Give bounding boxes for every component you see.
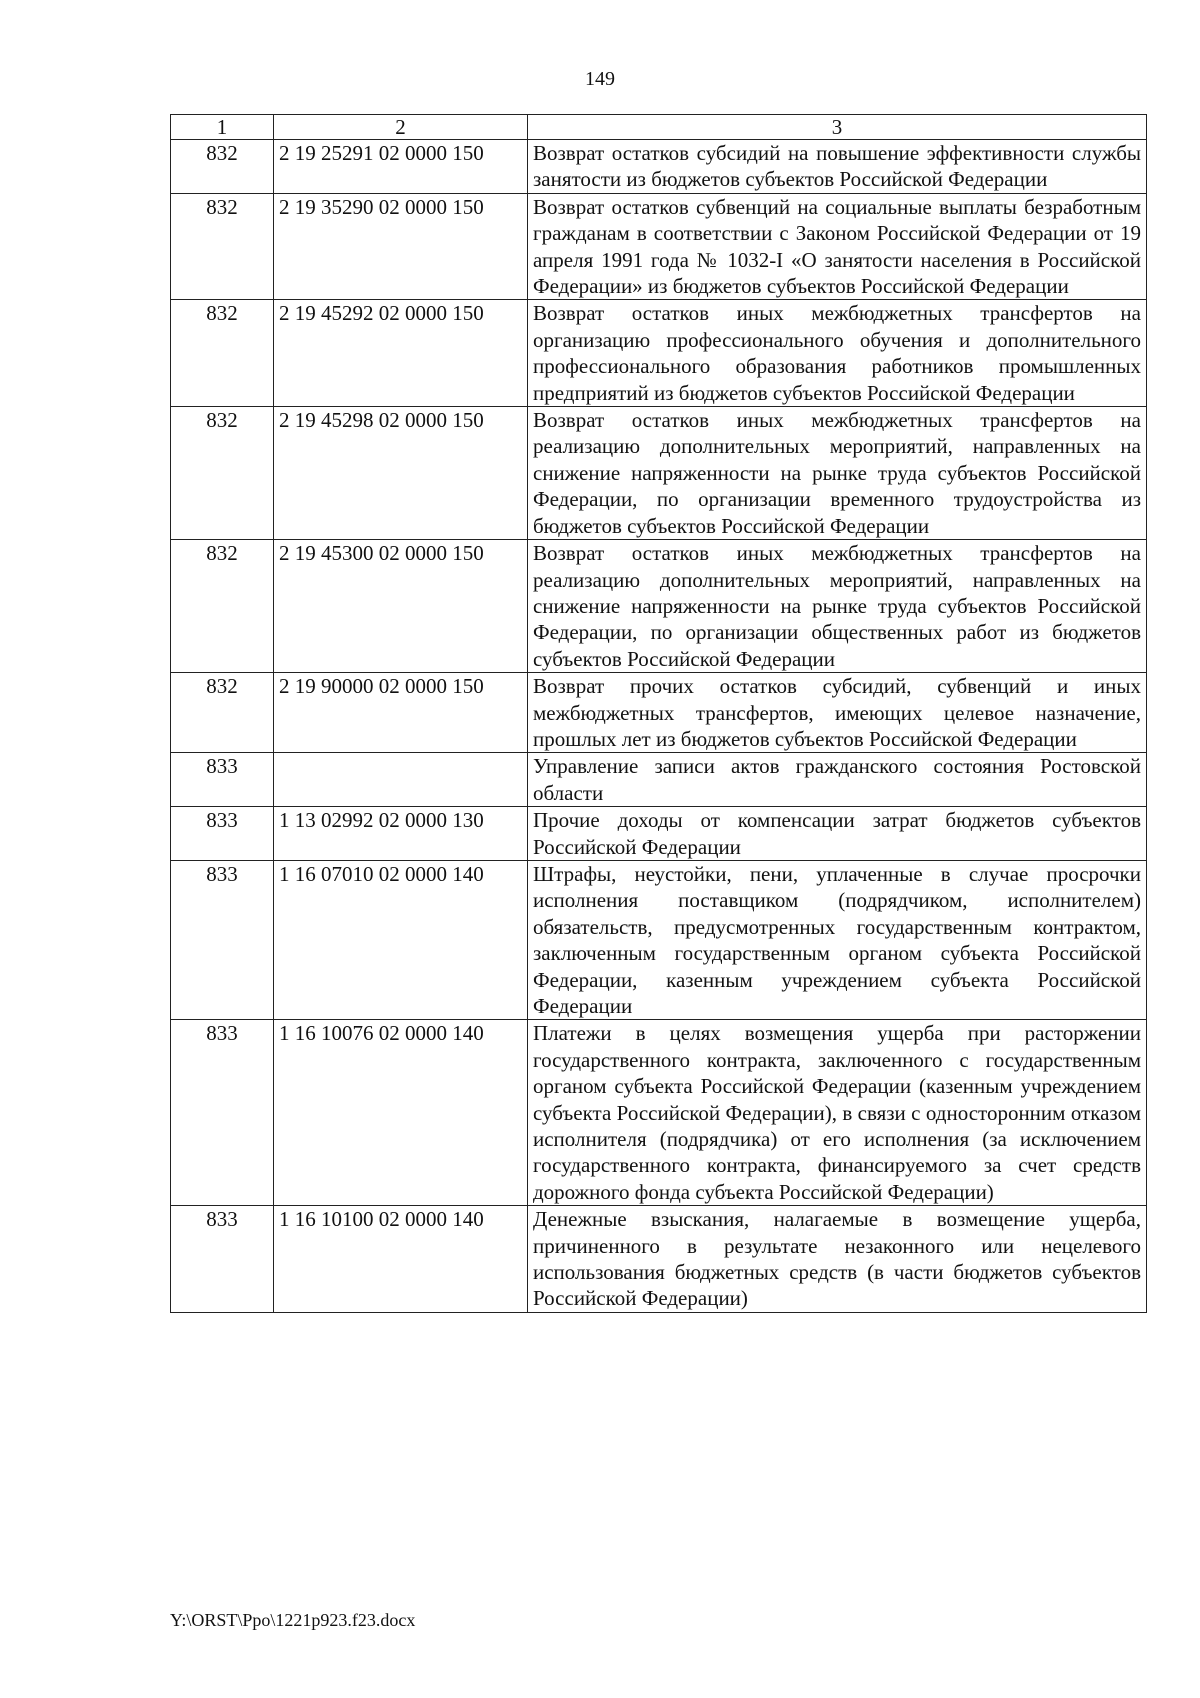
- description-cell: Возврат остатков иных межбюджетных трансфертов на реализацию дополнительных мероприятий, направленных на снижение напряженности на рынке труда субъектов Российской Федерации, по организации временного трудоустройства из бюджетов субъектов Российской Федерации: [528, 407, 1147, 540]
- page-number: 149: [585, 68, 615, 90]
- budget-code-cell: 1 16 10076 02 0000 140: [274, 1020, 528, 1206]
- code-admin-cell: 833: [171, 753, 274, 807]
- table-row: [171, 300, 1147, 407]
- table-row: [171, 140, 1147, 194]
- description-cell: Возврат остатков иных межбюджетных трансфертов на организацию профессионального обучения и дополнительного профессионального образования работников промышленных предприятий из бюджетов субъектов Российской Федерации: [528, 300, 1147, 407]
- table-row: [171, 1020, 1147, 1206]
- description-cell: Возврат остатков иных межбюджетных трансфертов на реализацию дополнительных мероприятий, направленных на снижение напряженности на рынке труда субъектов Российской Федерации, по организации общественных работ из бюджетов субъектов Российской Федерации: [528, 540, 1147, 673]
- code-admin-cell: 833: [171, 807, 274, 861]
- budget-code-cell: 1 13 02992 02 0000 130: [274, 807, 528, 861]
- budget-codes-table: [170, 114, 1147, 1313]
- table-header-row: [171, 115, 1147, 140]
- table-row: [171, 407, 1147, 540]
- code-admin-cell: 832: [171, 140, 274, 194]
- table-row: [171, 1206, 1147, 1313]
- table-row: [171, 753, 1147, 807]
- description-cell: Денежные взыскания, налагаемые в возмещение ущерба, причиненного в результате незаконного или нецелевого использования бюджетных средств (в части бюджетов субъектов Российской Федерации): [528, 1206, 1147, 1313]
- description-cell: Возврат остатков субсидий на повышение эффективности службы занятости из бюджетов субъектов Российской Федерации: [528, 140, 1147, 194]
- budget-code-cell: [274, 753, 528, 807]
- table-row: [171, 540, 1147, 673]
- header-cell-2: 2: [274, 115, 528, 140]
- description-cell: Возврат остатков субвенций на социальные выплаты безработным гражданам в соответствии с Законом Российской Федерации от 19 апреля 1991 года № 1032-I «О занятости населения в Российской Федерации» из бюджетов субъектов Российской Федерации: [528, 193, 1147, 300]
- code-admin-cell: 832: [171, 193, 274, 300]
- code-admin-cell: 832: [171, 673, 274, 753]
- header-cell-3: 3: [528, 115, 1147, 140]
- table-body: [171, 115, 1147, 1313]
- budget-code-cell: 2 19 25291 02 0000 150: [274, 140, 528, 194]
- budget-code-cell: 2 19 45300 02 0000 150: [274, 540, 528, 673]
- code-admin-cell: 833: [171, 860, 274, 1019]
- code-admin-cell: 832: [171, 300, 274, 407]
- budget-code-cell: 1 16 07010 02 0000 140: [274, 860, 528, 1019]
- budget-code-cell: 1 16 10100 02 0000 140: [274, 1206, 528, 1313]
- table-row: [171, 807, 1147, 861]
- description-cell: Платежи в целях возмещения ущерба при расторжении государственного контракта, заключенного с государственным органом субъекта Российской Федерации (казенным учреждением субъекта Российской Федерации), в связи с односторонним отказом исполнителя (подрядчика) от его исполнения (за исключением государственного контракта, финансируемого за счет средств дорожного фонда субъекта Российской Федерации): [528, 1020, 1147, 1206]
- description-cell: Прочие доходы от компенсации затрат бюджетов субъектов Российской Федерации: [528, 807, 1147, 861]
- budget-code-cell: 2 19 35290 02 0000 150: [274, 193, 528, 300]
- description-cell: Возврат прочих остатков субсидий, субвенций и иных межбюджетных трансфертов, имеющих целевое назначение, прошлых лет из бюджетов субъектов Российской Федерации: [528, 673, 1147, 753]
- budget-code-cell: 2 19 90000 02 0000 150: [274, 673, 528, 753]
- header-cell-1: 1: [171, 115, 274, 140]
- description-cell: Штрафы, неустойки, пени, уплаченные в случае просрочки исполнения поставщиком (подрядчиком, исполнителем) обязательств, предусмотренных государственным контрактом, заключенным государственным органом субъекта Российской Федерации, казенным учреждением субъекта Российской Федерации: [528, 860, 1147, 1019]
- table-row: [171, 193, 1147, 300]
- code-admin-cell: 832: [171, 407, 274, 540]
- code-admin-cell: 832: [171, 540, 274, 673]
- footer-file-path: Y:\ORST\Ppo\1221p923.f23.docx: [170, 1610, 416, 1630]
- table-row: [171, 673, 1147, 753]
- budget-code-cell: 2 19 45292 02 0000 150: [274, 300, 528, 407]
- code-admin-cell: 833: [171, 1206, 274, 1313]
- budget-code-cell: 2 19 45298 02 0000 150: [274, 407, 528, 540]
- description-cell: Управление записи актов гражданского состояния Ростовской области: [528, 753, 1147, 807]
- table-row: [171, 860, 1147, 1019]
- code-admin-cell: 833: [171, 1020, 274, 1206]
